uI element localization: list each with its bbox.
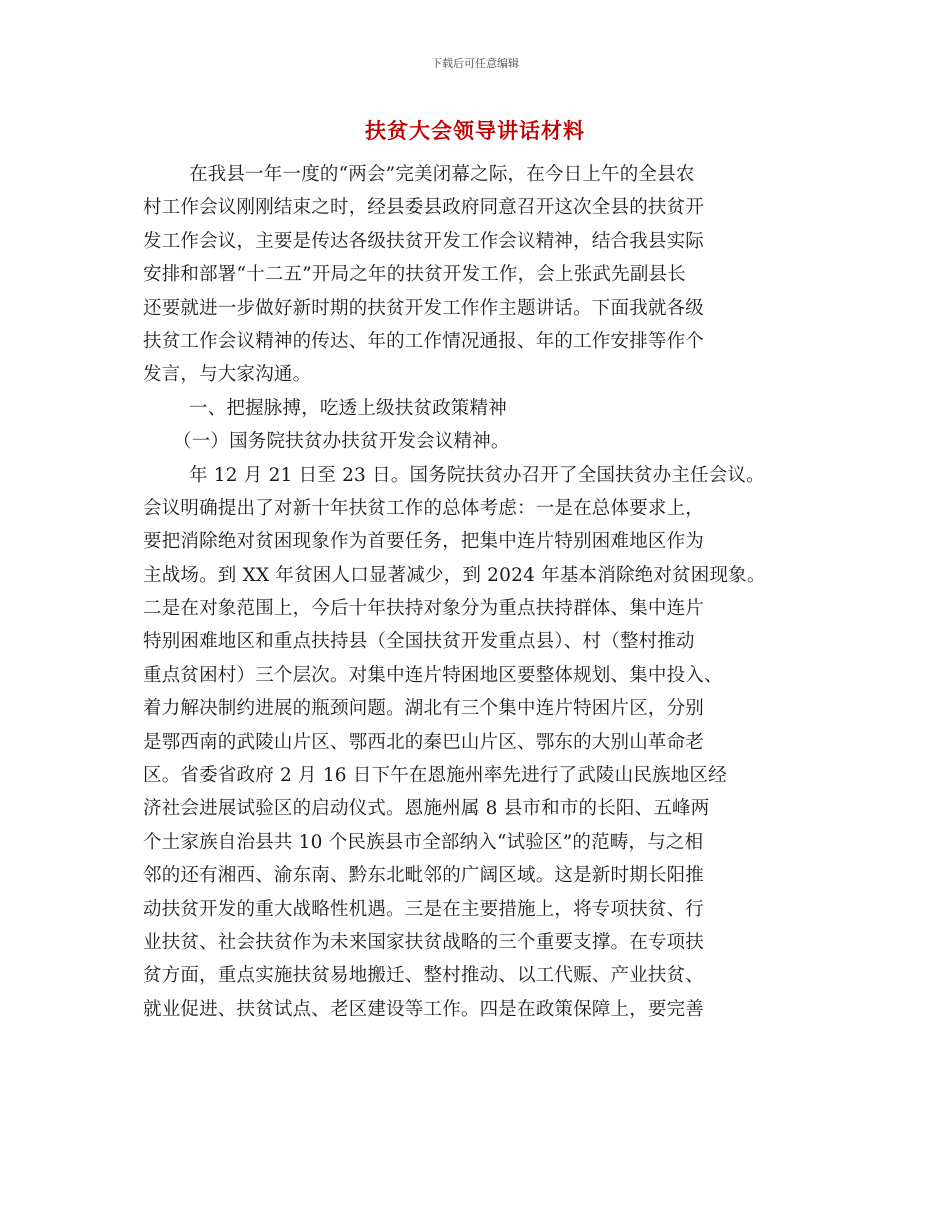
text-line: 要把消除绝对贫困现象作为首要任务，把集中连片特别困难地区作为: [143, 531, 705, 553]
text-line: 是鄂西南的武陵山片区、鄂西北的秦巴山片区、鄂东的大别山革命老: [143, 731, 705, 753]
text-line: 贫方面，重点实施扶贫易地搬迁、整村推动、以工代赈、产业扶贫、: [143, 965, 705, 987]
document-body: [143, 158, 823, 1026]
text-line: 发言，与大家沟通。: [143, 364, 312, 386]
text-line: 动扶贫开发的重大战略性机遇。三是在主要措施上，将专项扶贫、行: [143, 898, 705, 920]
text-line: 特别困难地区和重点扶持县（全国扶贫开发重点县）、村（整村推动: [143, 631, 695, 653]
text-line: 发工作会议，主要是传达各级扶贫开发工作会议精神，结合我县实际: [143, 230, 705, 252]
text-line: 重点贫困村）三个层次。对集中连片特困地区要整体规划、集中投入、: [143, 664, 723, 686]
text-line: 在我县一年一度的“两会”完美闭幕之际，在今日上午的全县农: [189, 164, 695, 185]
text-line: 还要就进一步做好新时期的扶贫开发工作作主题讲话。下面我就各级: [143, 297, 705, 319]
text-line: 济社会进展试验区的启动仪式。恩施州属 8 县市和市的长阳、五峰两: [143, 798, 710, 820]
text-line: 主战场。到 XX 年贫困人口显著减少，到 2024 年基本消除绝对贫困现象。: [143, 564, 766, 586]
text-line: 区。省委省政府 2 月 16 日下午在恩施州率先进行了武陵山民族地区经: [143, 765, 727, 787]
text-line: 会议明确提出了对新十年扶贫工作的总体考虑：一是在总体要求上，: [143, 497, 705, 519]
text-line: 扶贫工作会议精神的传达、年的工作情况通报、年的工作安排等作个: [143, 330, 705, 352]
text-line: 邻的还有湘西、渝东南、黔东北毗邻的广阔区域。这是新时期长阳推: [143, 865, 705, 887]
text-line: 着力解决制约进展的瓶颈问题。湖北有三个集中连片特困片区，分别: [143, 698, 705, 720]
header-note: 下载后可任意编辑: [431, 57, 519, 70]
text-line: 就业促进、扶贫试点、老区建设等工作。四是在政策保障上，要完善: [143, 998, 705, 1020]
text-line: 二是在对象范围上，今后十年扶持对象分为重点扶持群体、集中连片: [143, 598, 705, 620]
text-line: 年 12 月 21 日至 23 日。国务院扶贫办召开了全国扶贫办主任会议。: [189, 464, 765, 486]
text-line: 业扶贫、社会扶贫作为未来国家扶贫战略的三个重要支撑。在专项扶: [143, 931, 705, 953]
text-line: 安排和部署“十二五”开局之年的扶贫开发工作，会上张武先副县长: [143, 264, 686, 286]
text-line: 个土家族自治县共 10 个民族县市全部纳入“试验区”的范畴，与之相: [143, 831, 704, 853]
text-line: 村工作会议刚刚结束之时，经县委县政府同意召开这次全县的扶贫开: [143, 197, 705, 219]
section-heading: 一、把握脉搏，吃透上级扶贫政策精神: [189, 397, 507, 419]
subsection-heading: （一）国务院扶贫办扶贫开发会议精神。: [173, 431, 510, 453]
document-title: 扶贫大会领导讲话材料: [365, 118, 585, 143]
